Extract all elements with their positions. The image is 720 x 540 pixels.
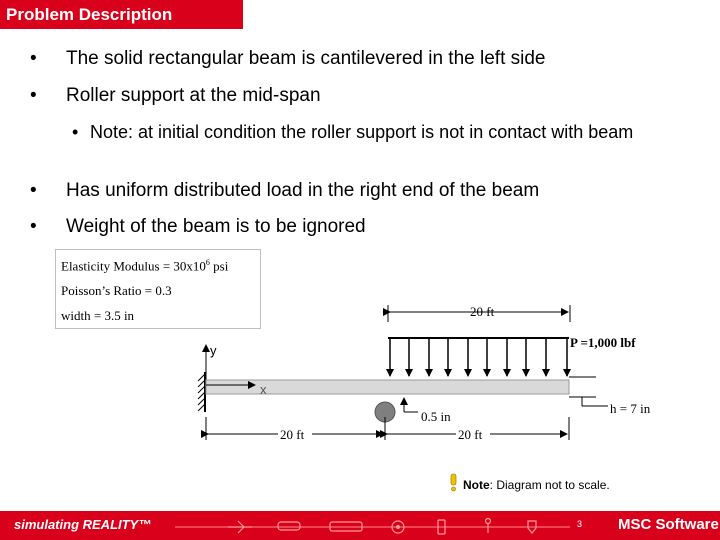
slide-title: Problem Description	[0, 0, 243, 29]
bullet-text: The solid rectangular beam is cantilevered in the left side	[66, 48, 546, 69]
airplane-icon	[228, 521, 252, 533]
span-right-label: 20 ft	[458, 427, 483, 442]
load-label: P =1,000 lbf	[570, 335, 636, 350]
footer-brand: simulating REALITY™	[14, 517, 152, 532]
span-left-label: 20 ft	[280, 427, 305, 442]
load-span-label: 20 ft	[470, 304, 495, 319]
fixed-support-icon	[198, 372, 205, 412]
bullet-dot: •	[30, 48, 37, 69]
elasticity-modulus: Elasticity Modulus = $30x10^6$ psi	[61, 258, 229, 274]
distributed-load	[388, 338, 569, 376]
footer-decor	[0, 511, 720, 540]
y-axis-label: y	[210, 343, 217, 358]
warning-icon	[451, 474, 456, 491]
height-label: h = 7 in	[610, 401, 651, 416]
gap-indicator	[404, 398, 418, 412]
msc-logo: MSC Software	[618, 516, 719, 533]
bullet-text: Weight of the beam is to be ignored	[66, 216, 366, 237]
page-number: 3	[577, 519, 583, 529]
bullet-text: Has uniform distributed load in the right end of the beam	[66, 180, 540, 201]
beam-width: width = 3.5 in	[61, 308, 135, 323]
x-axis-label: x	[260, 382, 267, 397]
bullet-dot: •	[30, 85, 37, 106]
sub-bullet-text: Note: at initial condition the roller support is not in contact with beam	[90, 122, 634, 142]
bullet-dot: •	[72, 122, 79, 142]
gap-label: 0.5 in	[421, 409, 451, 424]
bullet-text: Roller support at the mid-span	[66, 85, 321, 106]
poisson-ratio: Poisson’s Ratio = 0.3	[61, 283, 172, 298]
person-icon	[486, 519, 491, 534]
bullet-dot: •	[30, 180, 37, 201]
car-icon	[278, 522, 300, 530]
bullet-dot: •	[30, 216, 37, 237]
height-dimension	[569, 377, 608, 406]
diagram-note: Note: Diagram not to scale.	[463, 478, 610, 492]
footer-bar	[0, 511, 720, 540]
